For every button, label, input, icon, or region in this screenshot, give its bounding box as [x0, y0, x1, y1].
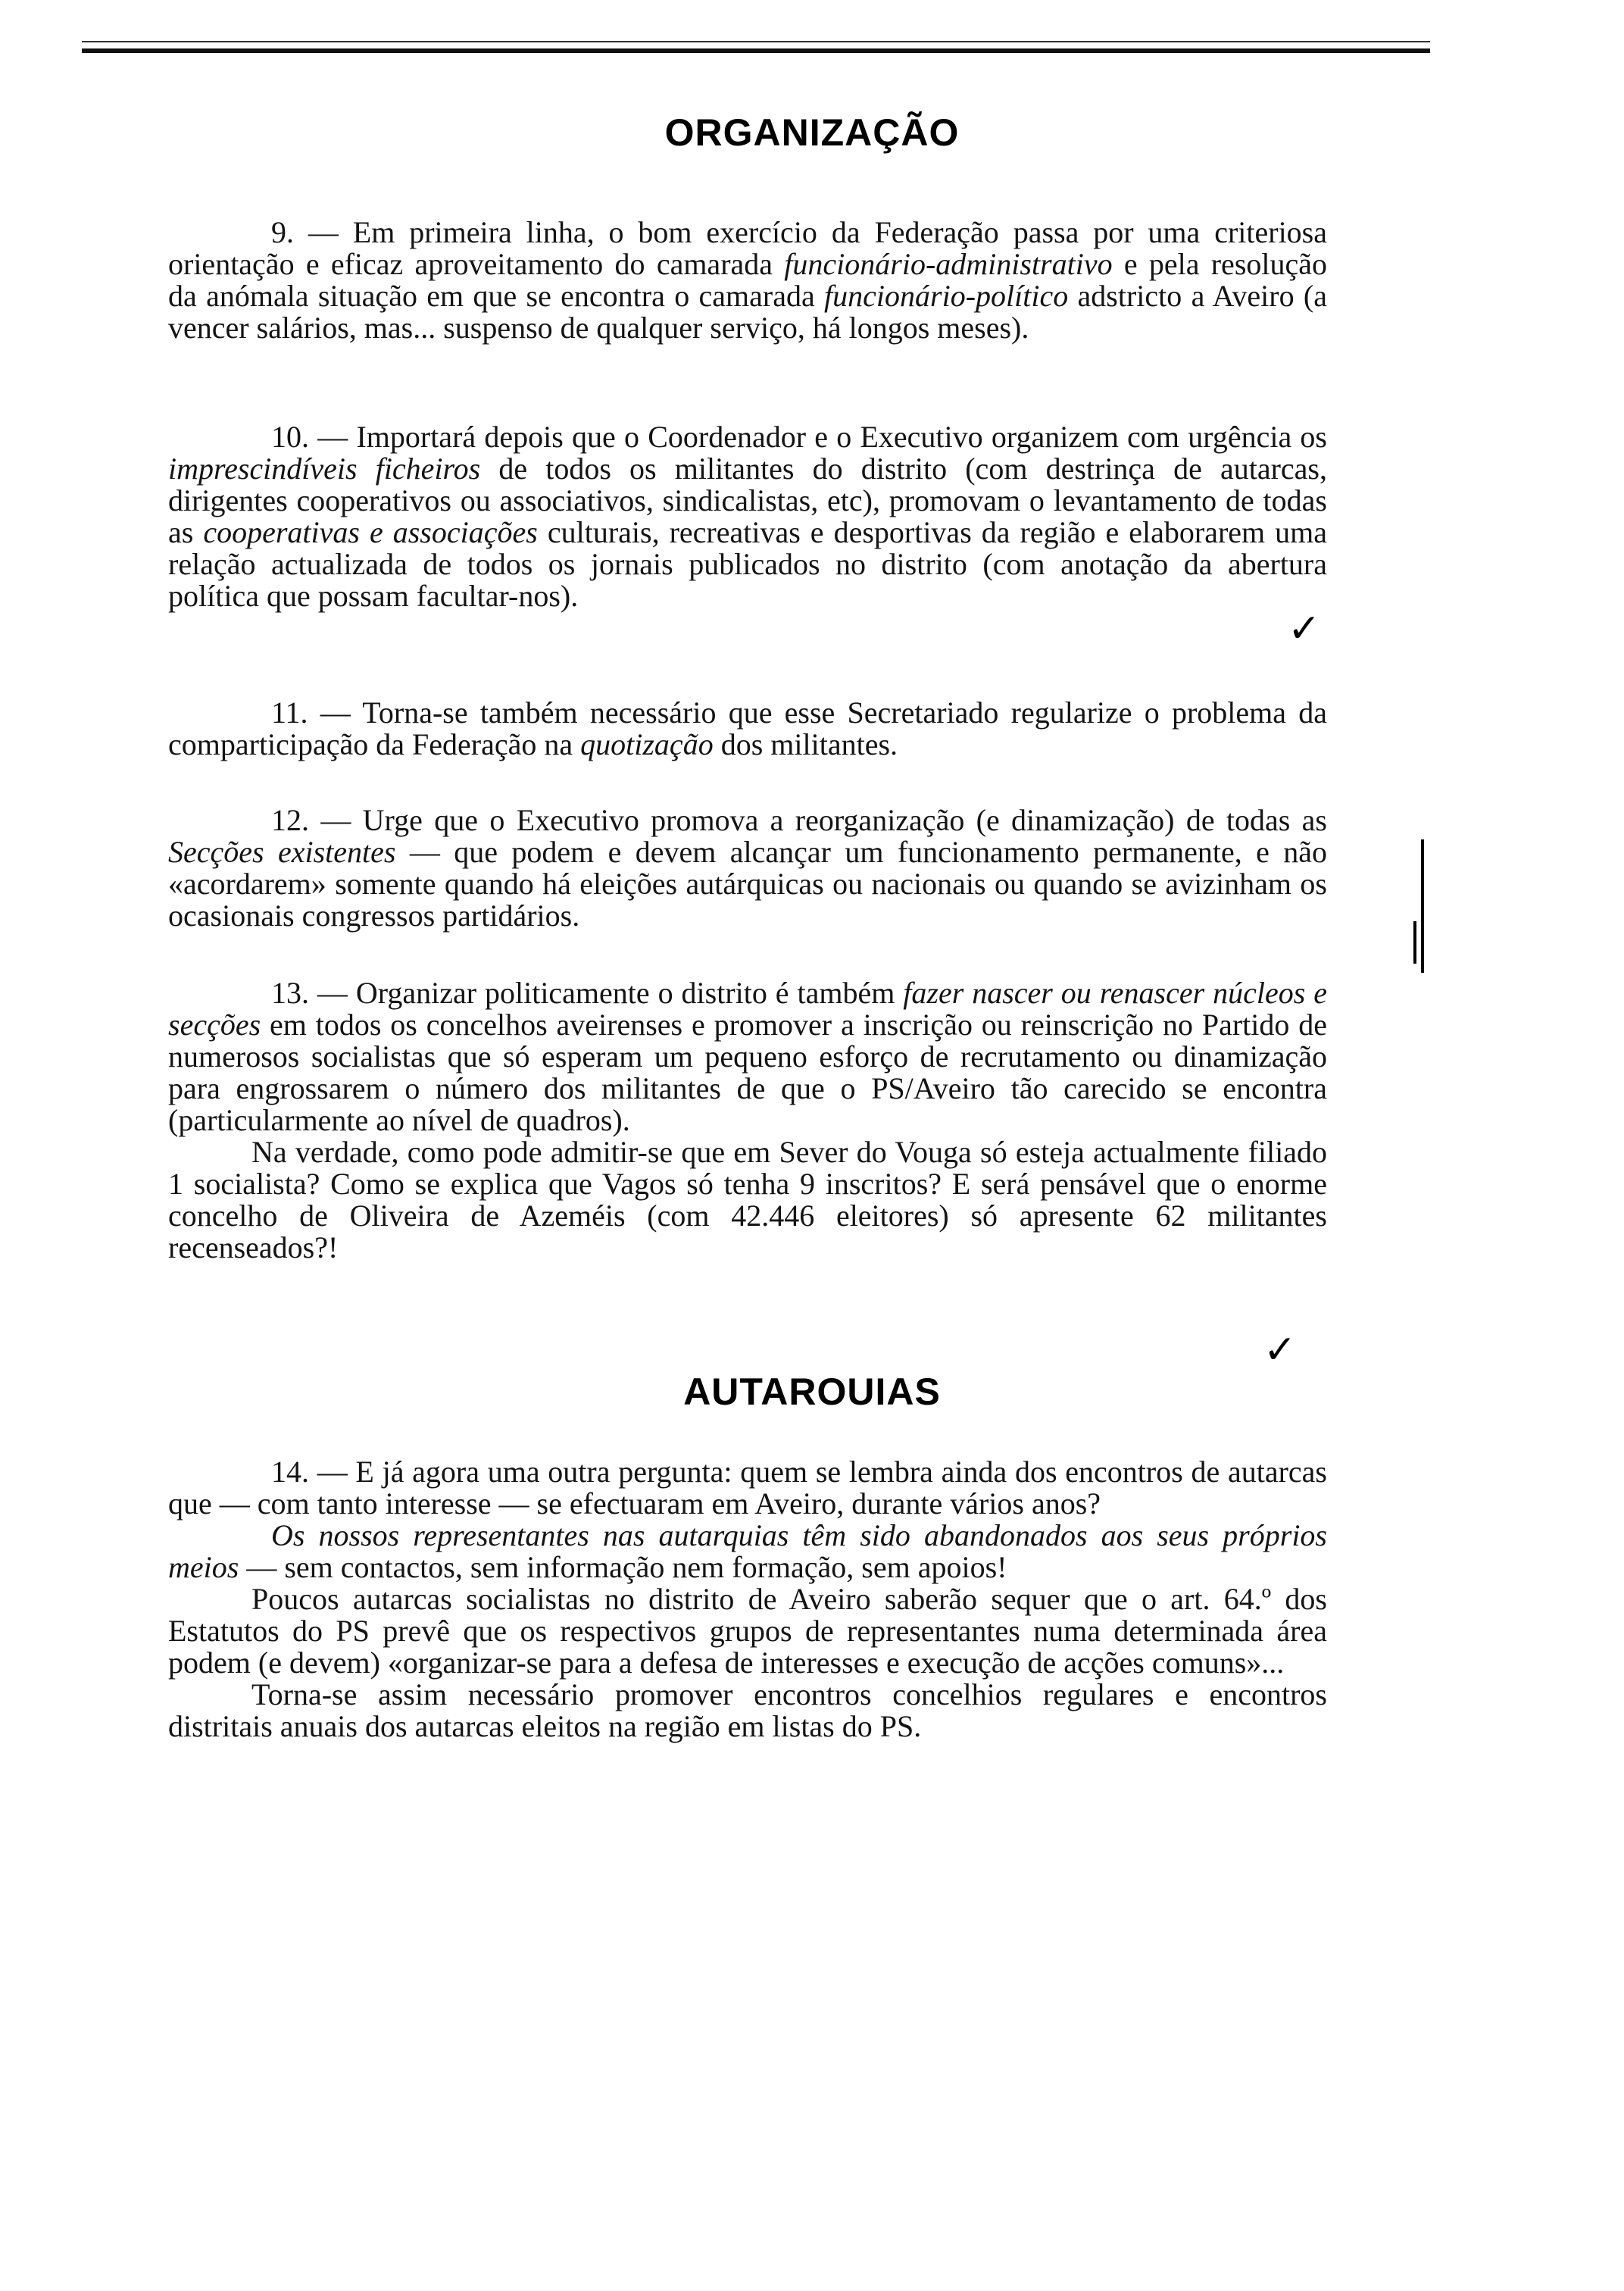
p10-text-b: de todos os militantes do distrito (com destrinça de autarcas, dirigentes cooperativos ou associativos, sindicalistas, etc), promovam o levantamento de todas as	[168, 452, 1327, 549]
top-rule-thin	[82, 41, 1430, 42]
p11-text-a: 11. — Torna-se também necessário que esse Secretariado regularize o problema da comparticipação da Federação na	[168, 695, 1327, 761]
p14-text-a: 14. — E já agora uma outra pergunta: quem se lembra ainda dos encontros de autarcas que — com tanto interesse — se efectuaram em Aveiro, durante vários anos?	[168, 1455, 1327, 1521]
paragraph-10	[168, 421, 1327, 612]
check-mark-icon-2: ✓	[1263, 1327, 1297, 1373]
paragraph-12	[168, 805, 1327, 932]
p10-italic-1: imprescindíveis ficheiros	[168, 452, 481, 486]
p14-text-c: Poucos autarcas socialistas no distrito de Aveiro saberão sequer que o art. 64.º dos Estatutos do PS prevê que os respectivos grupos de representantes numa determinada área podem (e devem) «organizar-se para a defesa de interesses e execução de acções comuns»...	[168, 1582, 1327, 1680]
p14-text-b: — sem contactos, sem informação nem formação, sem apoios!	[239, 1550, 1007, 1584]
paragraph-11	[168, 697, 1327, 761]
section-heading-organizacao: ORGANIZAÇÃO	[664, 111, 960, 154]
p9-italic-1: funcionário-administrativo	[784, 247, 1113, 281]
paragraph-9	[168, 217, 1327, 344]
p10-italic-2: cooperativas e associações	[203, 515, 538, 549]
margin-bar	[1421, 839, 1424, 973]
p12-text-b: — que podem e devem alcançar um funcionamento permanente, e não «acordarem» somente quando há eleições autárquicas ou nacionais ou quando se avizinham os ocasionais congressos partidários.	[168, 835, 1327, 933]
p12-text-a: 12. — Urge que o Executivo promova a reorganização (e dinamização) de todas as	[271, 803, 1327, 837]
paragraph-13	[168, 977, 1327, 1264]
p9-text-c: adstricto a Aveiro (a vencer salários, mas... suspenso de qualquer serviço, há longos meses).	[168, 279, 1327, 345]
p9-text-a: 9. — Em primeira linha, o bom exercício da Federação passa por uma criteriosa orientação e eficaz aproveitamento do camarada	[168, 215, 1327, 281]
p9-italic-2: funcionário-político	[824, 279, 1069, 313]
p14-text-d: Torna-se assim necessário promover encontros concelhios regulares e encontros distritais anuais dos autarcas eleitos na região em listas do PS.	[168, 1677, 1327, 1743]
p12-italic-1: Secções existentes	[168, 835, 396, 869]
p11-text-b: dos militantes.	[713, 727, 898, 761]
p13-text-b: em todos os concelhos aveirenses e promover a inscrição ou reinscrição no Partido de numerosos socialistas que só esperam um pequeno esforço de recrutamento ou dinamização para engrossarem o número dos militantes de que o PS/Aveiro tão carecido se encontra (particularmente ao nível de quadros).	[168, 1008, 1327, 1137]
check-mark-icon: ✓	[1288, 606, 1321, 652]
p13-text-a: 13. — Organizar politicamente o distrito é também	[271, 976, 904, 1010]
margin-bar-short	[1413, 921, 1416, 964]
p10-text-a: 10. — Importará depois que o Coordenador e o Executivo organizem com urgência os	[271, 420, 1327, 454]
paragraph-14	[168, 1456, 1327, 1742]
p13-text-c: Na verdade, como pode admitir-se que em Sever do Vouga só esteja actualmente filiado 1 socialista? Como se explica que Vagos só tenha 9 inscritos? E será pensável que o enorme concelho de Oliveira de Azeméis (com 42.446 eleitores) só apresente 62 militantes recenseados?!	[168, 1135, 1327, 1264]
p14-italic-1: Os nossos representantes nas autarquias têm sido abandonados aos seus próprios meios	[168, 1518, 1327, 1584]
p9-text-b: e pela resolução da anómala situação em que se encontra o camarada	[168, 247, 1328, 313]
top-rule	[82, 48, 1430, 53]
p10-text-c: culturais, recreativas e desportivas da região e elaborarem uma relação actualizada de todos os jornais publicados no distrito (com anotação da abertura política que possam facultar-nos).	[168, 515, 1328, 613]
section-heading-autarquias: AUTAROUIAS	[683, 1371, 941, 1413]
p13-italic-1: fazer nascer ou renascer núcleos e secções	[168, 976, 1327, 1042]
p11-italic-1: quotização	[580, 727, 714, 761]
